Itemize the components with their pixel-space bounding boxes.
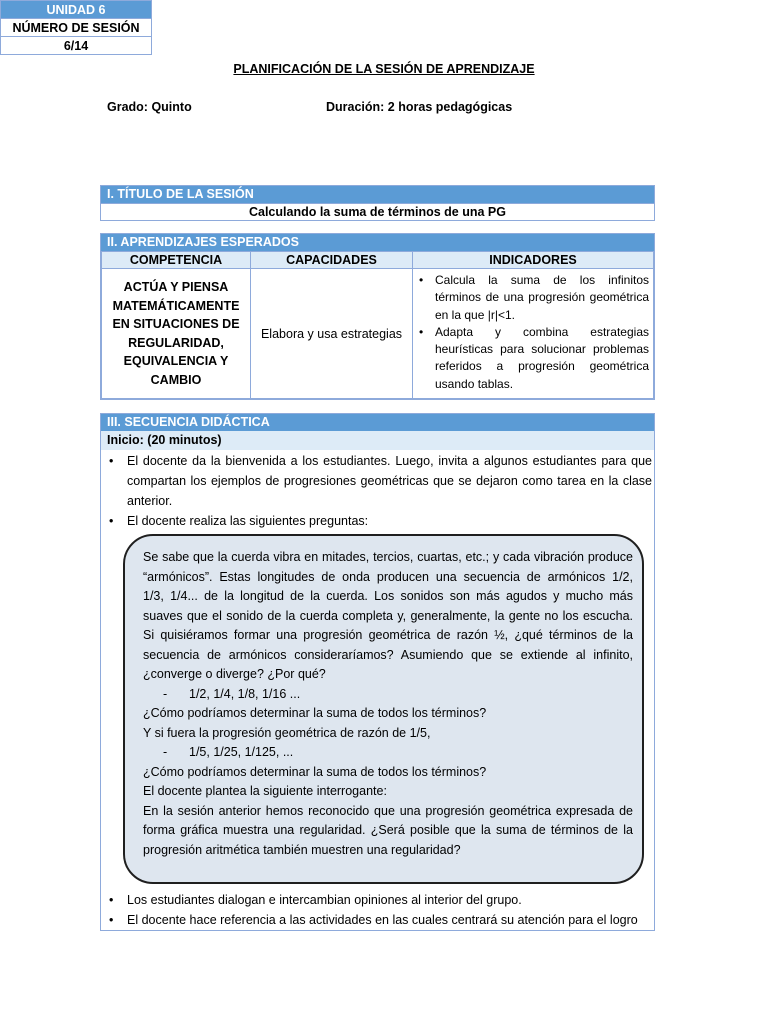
competencia-line: MATEMÁTICAMENTE bbox=[112, 298, 240, 313]
sequence-half: 1/2, 1/4, 1/8, 1/16 ... bbox=[189, 687, 301, 701]
duration-label: Duración: 2 horas pedagógicas bbox=[326, 100, 513, 114]
dash-marker: - bbox=[163, 745, 168, 759]
session-title: Calculando la suma de términos de una PG bbox=[101, 203, 654, 220]
box-line: Se sabe que la cuerda vibra en mitades, tercios, cuartas, etc.; y cada vibración produce bbox=[143, 550, 633, 564]
document-title: PLANIFICACIÓN DE LA SESIÓN DE APRENDIZAJE bbox=[233, 62, 535, 76]
section-learning-header: II. APRENDIZAJES ESPERADOS bbox=[101, 234, 654, 251]
box-line: ¿Cómo podríamos determinar la suma de todos los términos? bbox=[143, 706, 487, 720]
box-line: ¿Cómo podríamos determinar la suma de todos los términos? bbox=[143, 765, 487, 779]
indicador-item: • Adapta y combina estrategias heurísticas para solucionar problemas referidos a progresión geométrica usando tablas. bbox=[419, 324, 649, 393]
sequence-fifth: 1/5, 1/25, 1/125, ... bbox=[189, 745, 294, 759]
bullet-item: • El docente hace referencia a las actividades en las cuales centrará su atención para el logro bbox=[107, 910, 652, 930]
section-title bbox=[100, 185, 655, 221]
box-line: Y si fuera la progresión geométrica de razón de 1/5, bbox=[143, 726, 431, 740]
capacidad-cell: Elabora y usa estrategias bbox=[251, 269, 413, 399]
session-label-cell: NÚMERO DE SESIÓN bbox=[1, 19, 152, 37]
box-line: En la sesión anterior hemos reconocido que una progresión geométrica expresada de bbox=[143, 804, 633, 818]
indicadores-cell bbox=[413, 269, 654, 399]
box-line: El docente plantea la siguiente interrogante: bbox=[143, 784, 387, 798]
competencia-line: ACTÚA Y PIENSA bbox=[123, 280, 229, 294]
competencia-line: CAMBIO bbox=[150, 372, 202, 387]
learning-table bbox=[101, 251, 654, 399]
section-title-header: I. TÍTULO DE LA SESIÓN bbox=[101, 186, 654, 203]
box-line: ¿converge o diverge? ¿Por qué? bbox=[143, 667, 326, 681]
session-number-cell: 6/14 bbox=[1, 37, 152, 55]
questions-box bbox=[123, 534, 644, 884]
competencia-line: REGULARIDAD, bbox=[128, 335, 224, 350]
grade-label: Grado: Quinto bbox=[107, 100, 192, 114]
col-capacidades: CAPACIDADES bbox=[251, 252, 413, 269]
bullet-item: • El docente realiza las siguientes preguntas: bbox=[107, 511, 652, 531]
box-line: “armónicos”. Estas longitudes de onda producen una secuencia de armónicos 1/2, bbox=[143, 570, 633, 584]
box-line: secuencia de armónicos consideraríamos? Asumiendo que se extiende al infinito, bbox=[143, 648, 633, 662]
session-info-table bbox=[0, 0, 152, 55]
unit-cell: UNIDAD 6 bbox=[1, 1, 152, 19]
box-line: 1/3, 1/4... de la longitud de la cuerda. Los sonidos son más agudos y mucho más bbox=[143, 589, 633, 603]
box-line: Si quisiéramos formar una progresión geométrica de razón ½, ¿qué términos de la bbox=[143, 628, 633, 642]
bullet-item: • Los estudiantes dialogan e intercambian opiniones al interior del grupo. bbox=[107, 890, 652, 910]
inicio-label: Inicio: (20 minutos) bbox=[101, 431, 654, 450]
col-indicadores: INDICADORES bbox=[413, 252, 654, 269]
section-sequence bbox=[100, 413, 655, 931]
competencia-cell bbox=[102, 269, 251, 399]
bullet-item: • El docente da la bienvenida a los estudiantes. Luego, invita a algunos estudiantes para que compartan los ejemplos de progresiones geométricas que se dejaron como tarea en la clase anterior. bbox=[107, 451, 652, 511]
indicador-item: • Calcula la suma de los infinitos términos de una progresión geométrica en la que |r|<1. bbox=[419, 272, 649, 324]
section-learning bbox=[100, 233, 655, 400]
box-line: progresión aritmética también muestren una regularidad? bbox=[143, 843, 461, 857]
competencia-line: EQUIVALENCIA Y bbox=[123, 354, 229, 368]
box-line: suaves que el sonido de la cuerda completa y, generalmente, la gente no los escucha. bbox=[143, 609, 633, 623]
dash-marker: - bbox=[163, 687, 168, 701]
box-line: forma gráfica muestra una regularidad. ¿Será posible que la suma de términos de la bbox=[143, 823, 633, 837]
competencia-line: EN SITUACIONES DE bbox=[112, 317, 240, 331]
col-competencia: COMPETENCIA bbox=[102, 252, 251, 269]
section-sequence-header: III. SECUENCIA DIDÁCTICA bbox=[101, 414, 654, 431]
